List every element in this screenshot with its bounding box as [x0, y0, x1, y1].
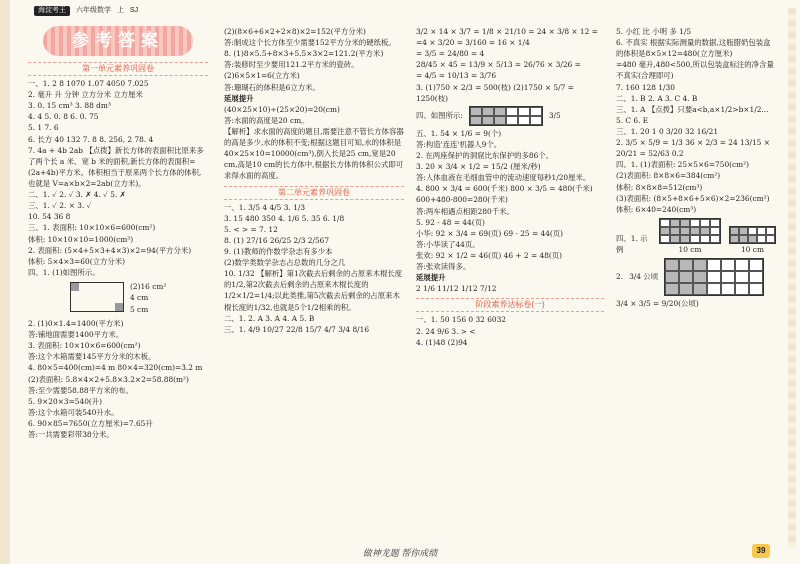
- answer-line: 答:水面的高度是20 cm。: [224, 115, 309, 125]
- answer-line: 8. (1)8×5.5+8×3+5.5×3×2=121.2(平方米): [224, 49, 384, 59]
- column-2: [224, 26, 404, 335]
- answer-line: 5. C 6. E: [616, 115, 649, 125]
- answer-line: 3/2 × 14 × 3/7 = 1/8 × 21/10 = 24 × 3/8 × 12 =: [416, 27, 598, 36]
- answer-line: 答:人体血液在毛细血管中的流动速度每秒1/20厘米。: [416, 173, 591, 183]
- answer-line: 四、1. 示例: [616, 233, 648, 254]
- rect-width-label: 5 cm: [130, 304, 149, 314]
- answer-line: 答:制成这个长方体至少需要152平方分米的硬纸板。: [224, 38, 396, 48]
- answer-line: 2. 毫升 升 分钟 立方分米 立方厘米: [28, 90, 143, 100]
- answer-line: = 3/5 = 24/80 = 4: [416, 49, 485, 59]
- answer-line: 答:这个水箱可装540升水。: [28, 407, 119, 417]
- answer-line: 6. 不真实 根据实际测量的数据,这瓶腊奶包装盒的体积是8×5×12=480(立方厘米): [616, 38, 771, 59]
- answer-line: 5. 92 - 48 = 44(页): [416, 217, 485, 227]
- answer-line: =480 毫升,480<500,所以包装盒标注的净含量不真实(合理即可): [616, 60, 774, 81]
- extension-heading: 延展提升: [224, 93, 254, 103]
- answer-line: (2)表面积: 8×8×6=384(cm²): [616, 171, 721, 181]
- answer-line: 答:小华读了44页。: [416, 239, 480, 249]
- answer-line: 7. 160 128 1/30: [616, 82, 675, 92]
- section-title: 第二单元素养巩固卷: [224, 186, 404, 200]
- answer-line: 四、如图所示:: [416, 111, 463, 121]
- right-margin-strip: [788, 8, 796, 548]
- answer-line: 答:张欢读得多。: [416, 262, 471, 272]
- fraction-grid-figure: [469, 106, 543, 126]
- answer-line: 2.: [616, 272, 624, 282]
- answer-line: 5. < > = 7. 12: [224, 224, 278, 234]
- answer-line: 2 1/6 11/12 1/12 7/12: [416, 284, 497, 294]
- answer-line: 三、1. 表面积: 10×10×6=600(cm²): [28, 223, 156, 233]
- net-rectangle-figure: [70, 282, 124, 312]
- area-grid-figure: [664, 258, 764, 296]
- answer-line: 5. 小红 比 小明 多 1/5: [616, 27, 692, 36]
- answer-line: =4 × 3/20 = 3/160 = 16 × 1/4: [416, 38, 530, 48]
- answer-line: 3. 15 480 350 4. 1/6 5. 35 6. 1/8: [224, 213, 345, 223]
- answer-line: 2. (1)0×1.4=1400(平方米): [28, 318, 124, 328]
- section-title: 阶段素养达标卷(一): [416, 298, 604, 312]
- answer-line: 5. 1 7. 6: [28, 123, 59, 133]
- answer-line: 一、1. 3/5 4 4/5 3. 1/3: [224, 202, 306, 212]
- answer-line: 小华: 92 × 3/4 = 69(页) 69 - 25 = 44(页): [416, 228, 564, 238]
- answer-line: 一、1. 2 8 1070 1.07 4050 7.025: [28, 79, 149, 88]
- answer-line: 2. 3/5 × 5/9 = 1/3 36 × 2/3 = 24 13/15 × 20/21 = 52/63 0.2: [616, 138, 770, 159]
- answer-line: 3/4 × 3/5 = 9/20(公顷): [616, 298, 699, 308]
- page-number: 39: [752, 544, 770, 558]
- answer-line: = 4/5 = 10/13 = 3/76: [416, 71, 497, 81]
- left-margin-strip: [0, 0, 10, 564]
- answer-line: 3. 20 × 3/4 × 1/2 = 15/2 (厘米/秒): [416, 162, 541, 172]
- answer-line: (3)表面积: (8×5+8×6+5×6)×2=236(cm²): [616, 193, 770, 203]
- answer-line: 张欢: 92 × 1/2 = 46(页) 46 + 2 = 48(页): [416, 250, 563, 260]
- net-grid-figure-2: [729, 226, 776, 244]
- answer-line: 体积: 6×40=240(cm³): [616, 204, 697, 214]
- answer-line: 8. (1) 27/16 26/25 2/3 2/567: [224, 235, 330, 245]
- answer-line: 三、1. A 【点拨】只要a<b,a×1/2>b×1/2...: [616, 104, 769, 114]
- answer-line: 二、1. B 2. A 3. C 4. B: [616, 93, 698, 103]
- answer-line: (40×25×10)÷(25×20)=20(cm): [224, 104, 340, 114]
- answer-line: 4. 4 5. 0. 8 6. 0. 75: [28, 112, 99, 122]
- grid-fraction-label: 3/5: [548, 111, 561, 121]
- answer-line: 答:至少需要58.88平方米的布。: [28, 385, 133, 395]
- answer-line: 3. 0. 15 cm³ 3. 88 dm³: [28, 101, 111, 111]
- answer-page: [26, 14, 778, 554]
- answer-line: 6. 90×85=7650(立方厘米)=7.65升: [28, 418, 153, 428]
- answer-line: 三、1. 20 1 0 3/20 32 16/21: [616, 126, 719, 136]
- answer-line: 答:构造'连连'机器人9个。: [416, 139, 502, 149]
- grid-fraction-label: 3/4 公顷: [629, 272, 659, 282]
- answer-line: 二、1. ✓ 2. ✓ 3. ✗ 4. ✓ 5. ✗: [28, 190, 126, 200]
- answer-line: 答:这个木箱需要145平方分米的木板。: [28, 352, 156, 362]
- answer-line: 答:两车相遇点相距280千米。: [416, 206, 514, 216]
- answer-line: (2)(8×6+6×2+2×8)×2=152(平方分米): [224, 27, 366, 36]
- answer-line: (2)表面积: 5.8×4×2+5.8×3.2×2=58.88(m²): [28, 374, 189, 384]
- rect-height-label: 4 cm: [130, 293, 149, 303]
- answer-line: (2)数学类数学杂志占总数的几分之几: [224, 258, 346, 268]
- explanation-text: 10. 1/32 【解析】第1次截去后剩余的占原来木棍长度的1/2,第2次截去后剩余的占原来木棍长度的1/2×1/2=1/4;以此类推,第5次截去后剩余的占原来木棍长度的1/32,也就是5个1/2相乘的积。: [224, 269, 403, 312]
- answer-line: 3. 表面积: 10×10×6=600(cm²): [28, 341, 141, 351]
- answer-line: 2. 24 9/6 3. > <: [416, 326, 476, 336]
- answer-line: 6. 长方 40 132 7. 8 8. 256, 2 78. 4: [28, 134, 154, 144]
- subject-label: 六年级数学: [76, 6, 111, 14]
- explanation-text: 【解析】求水面的高度的题目,需要注意不管长方体容器的高是多少,水的体积不变;根据这题目可知,水的体积是40×25×10=10000(cm³),倒入长是25 cm,宽是20 cm,高是10 cm的长方体中,根据长方体的体积公式即可求得水面的高度。: [224, 126, 404, 181]
- extension-heading: 延展提升: [416, 273, 446, 283]
- answer-line: 4. (1)48 (2)94: [416, 337, 468, 347]
- grid-dimension-label: 10 cm: [741, 244, 764, 254]
- answer-line: 10. 54 36 8: [28, 212, 71, 222]
- answer-line: 三、1. 4/9 10/27 22/8 15/7 4/7 3/4 8/16: [224, 324, 370, 334]
- column-4: [616, 26, 776, 309]
- brand-tag: 海淀考王: [34, 6, 70, 17]
- answer-line: 2. 在两座保护的洞窟比东保护的多86个。: [416, 150, 554, 160]
- answer-line: 答:铺地面需要1400平方米。: [28, 330, 124, 340]
- page-footer-slogan: 做神龙题 帮你成绩: [362, 547, 438, 558]
- answer-line: 28/45 × 45 = 13/9 × 5/13 = 26/76 × 3/26 =: [416, 60, 581, 70]
- answer-line: 一、1. 50 156 0 32 6032: [416, 315, 507, 325]
- answer-line: 答:一共需要彩带38分米。: [28, 430, 114, 440]
- answer-line: 答:装修时至少要用121.2平方米的瓷砖。: [224, 60, 359, 70]
- net-grid-figure-1: [659, 218, 721, 244]
- answer-line: 体积: 10×10×10=1000(cm³): [28, 234, 134, 244]
- answer-line: (2a+4b)平方米。体积相当于原来两个长方体的体积, 也就是 V=a×b×2=2ab(立方米)。: [28, 167, 202, 188]
- answer-line: 2. 表面积: (5×4+5×3+4×3)×2=94(平方分米): [28, 245, 192, 255]
- answer-line: 600+480-800=280(千米): [416, 195, 508, 205]
- answer-line: 4. 80×5=400(cm)=4 m 80×4=320(cm)=3.2 m: [28, 363, 203, 373]
- answer-line: 体积: 8×8×8=512(cm³): [616, 182, 703, 192]
- section-title: 第一单元素养巩固卷: [28, 62, 208, 76]
- answer-line: 9. (1)教师的作数学杂志有多少本: [224, 246, 333, 256]
- answer-line: 7. 4a + 4b 2ab 【点拨】新长方体的表面积比原来多了两个长 a 米、宽 b 米的面积,新长方体的表面积=: [28, 145, 204, 166]
- answer-line: 4. 800 × 3/4 = 600(千米) 800 × 3/5 = 480(千米): [416, 184, 593, 194]
- answer-line: 五、1. 54 × 1/6 = 9(个): [416, 128, 502, 138]
- answer-line: 四、1. (1)表面积: 25×5×6=750(cm²): [616, 160, 750, 170]
- edition-label: SJ: [130, 6, 139, 14]
- volume-label: 上: [117, 6, 124, 14]
- rect-area-label: (2)16 cm²: [130, 282, 167, 292]
- answer-line: 答:珊瑚石的体积是6立方米。: [224, 82, 320, 92]
- answer-line: (2)6×5×1=6(立方米): [224, 71, 300, 81]
- answer-line: 三、1. ✓ 2. × 3. ✓: [28, 201, 92, 211]
- answer-key-banner: 参考答案: [43, 26, 193, 56]
- column-1: [28, 26, 208, 440]
- answer-line: 四、1. (1)如图所示。: [28, 267, 100, 277]
- answer-line: 二、1. 2. A 3. A 4. A 5. B: [224, 313, 315, 323]
- answer-line: 体积: 5×4×3=60(立方分米): [28, 256, 126, 266]
- answer-line: 5. 9×20×3=540(升): [28, 396, 103, 406]
- answer-line: 3. (1)750 × 2/3 = 500(枝) (2)1750 × 5/7 = 1250(枝): [416, 82, 574, 103]
- column-3: [416, 26, 604, 348]
- grid-dimension-label: 10 cm: [678, 244, 702, 254]
